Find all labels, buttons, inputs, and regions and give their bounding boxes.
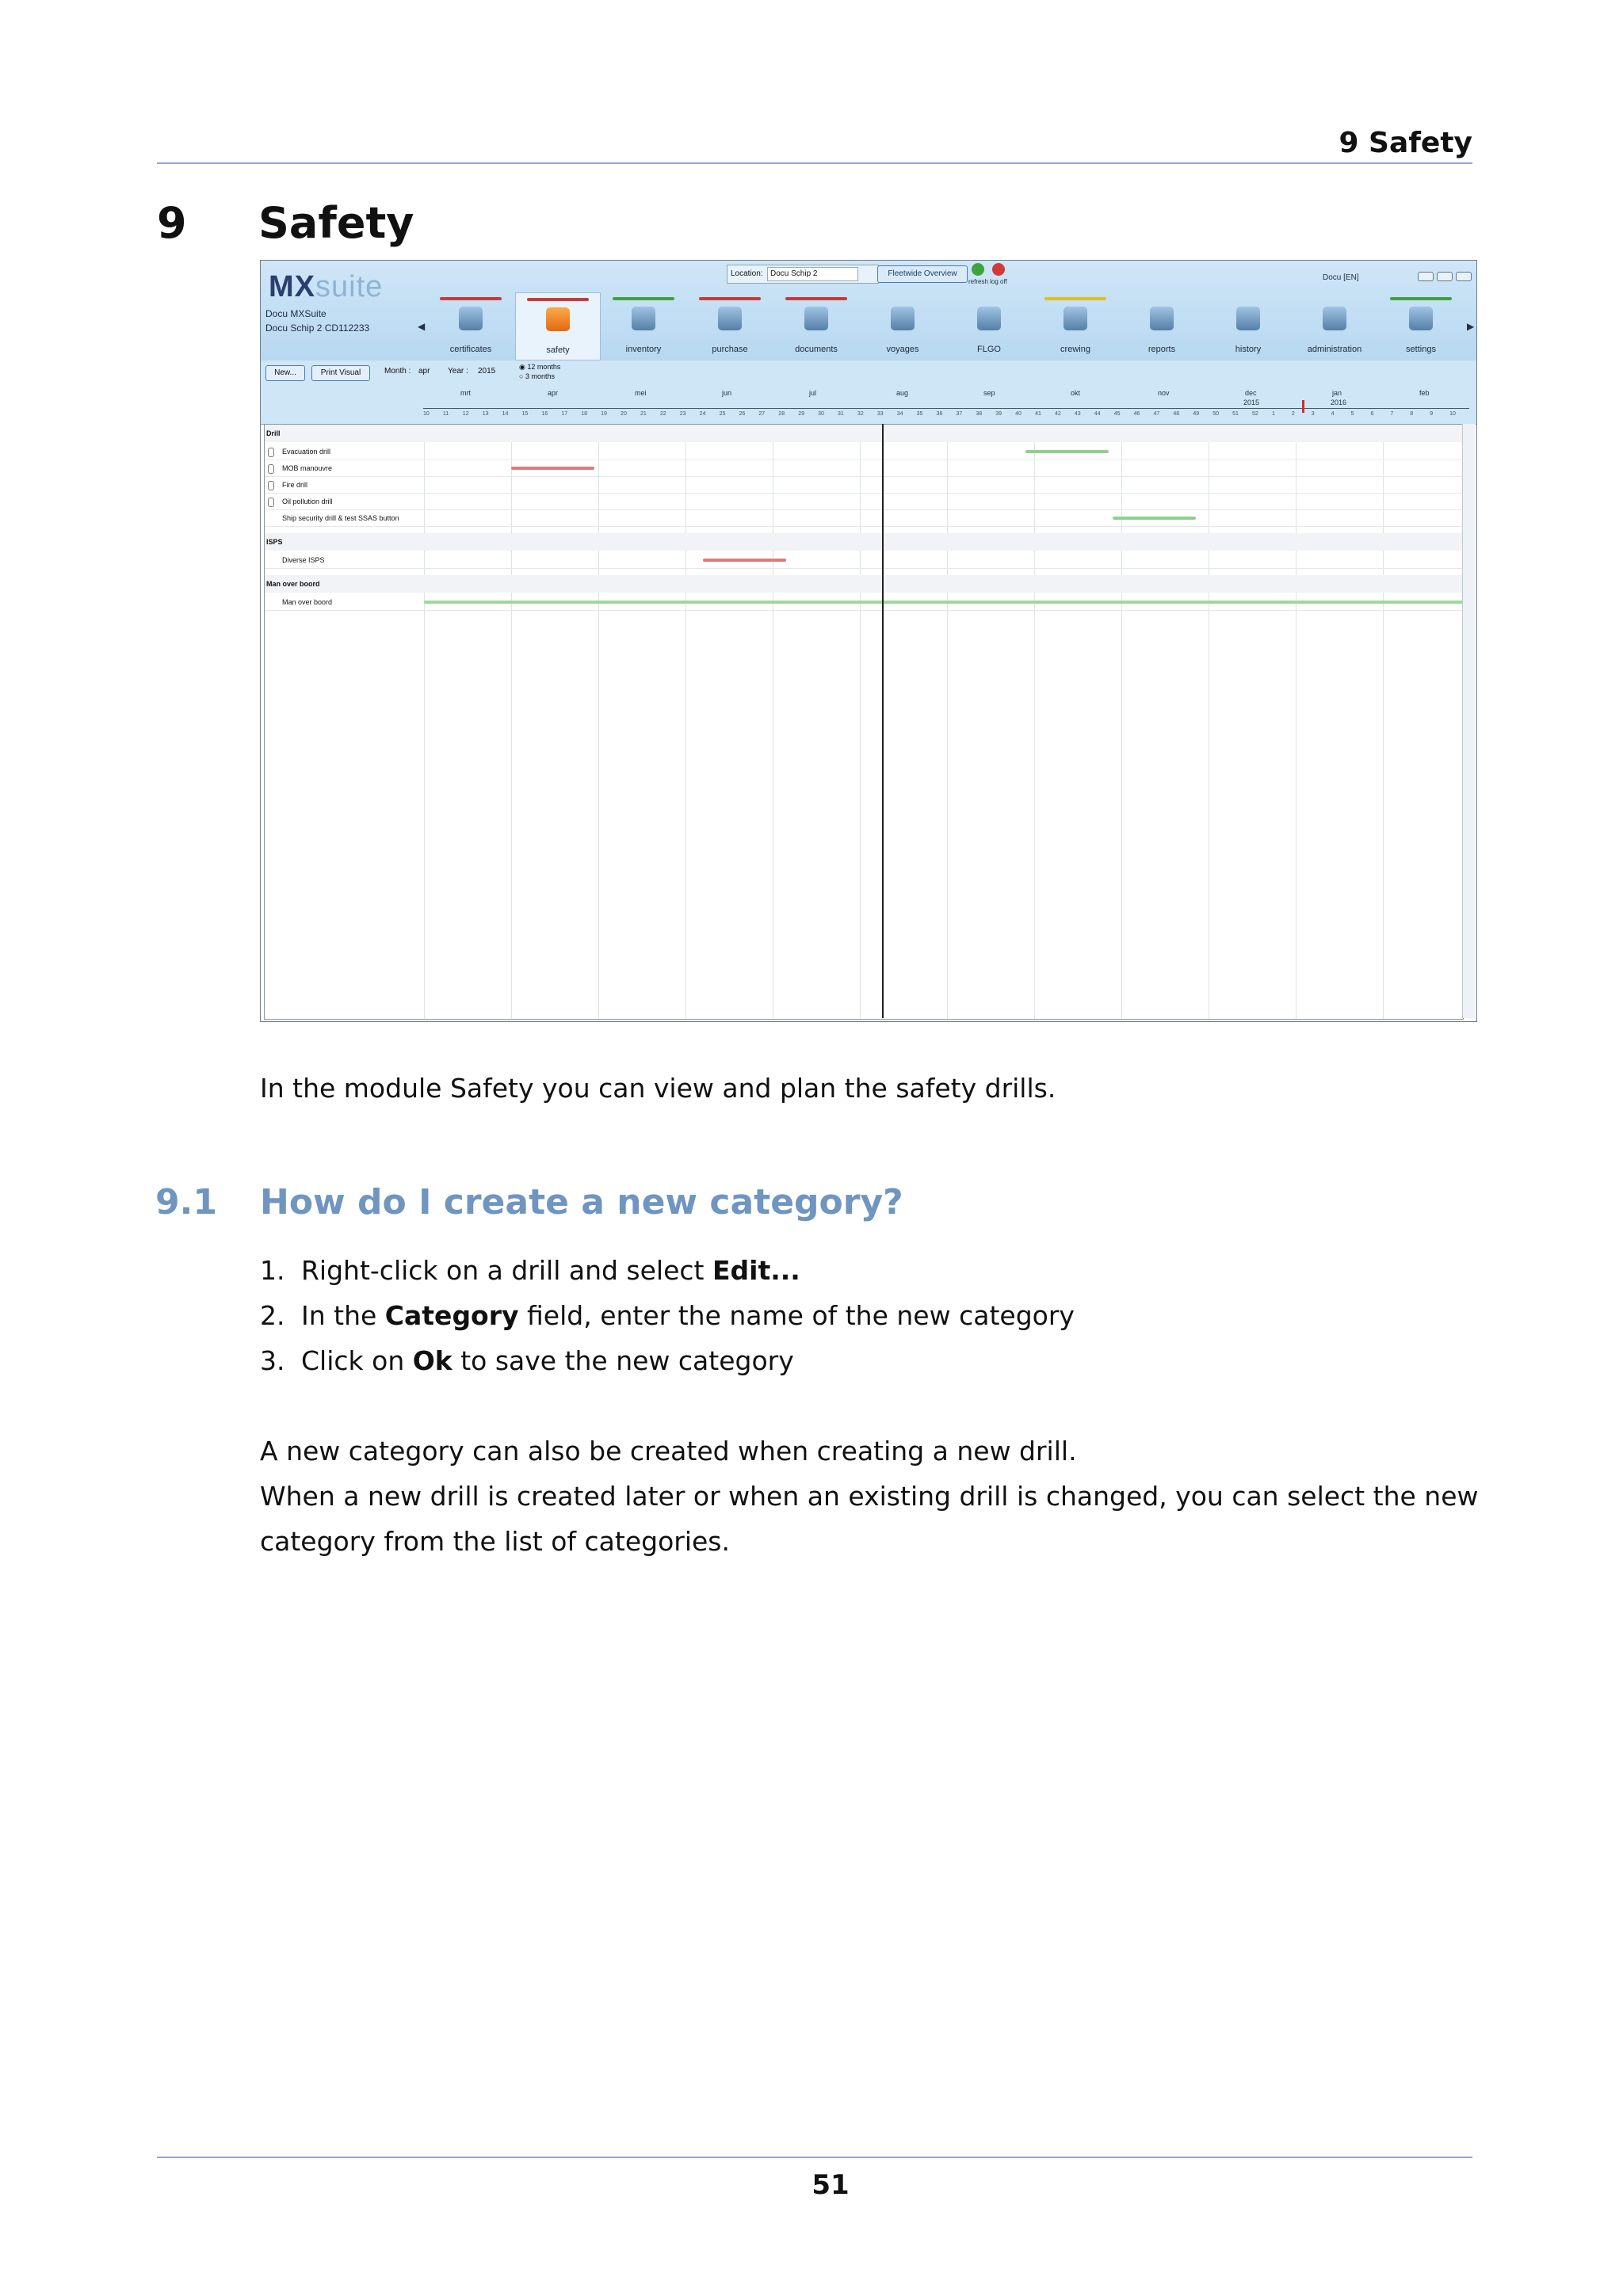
week-number: 40 [1015, 411, 1022, 417]
week-number: 47 [1153, 411, 1160, 417]
week-number: 45 [1113, 411, 1121, 417]
attachment-icon [268, 464, 274, 474]
week-number: 9 [1430, 411, 1434, 417]
year-label: 2015 [1243, 399, 1260, 406]
safety-toolbar [261, 360, 1476, 388]
week-number: 7 [1390, 411, 1394, 417]
module-label: documents [795, 345, 838, 354]
week-number: 15 [521, 411, 529, 417]
module-tab-documents[interactable] [774, 292, 858, 359]
drill-planning-grid [264, 424, 1464, 1020]
module-status-bar [440, 297, 502, 300]
week-number: 25 [719, 411, 726, 417]
week-number: 11 [442, 411, 449, 417]
module-label: purchase [712, 345, 748, 354]
step-item: 3. Click on Ok to save the new category [260, 1345, 794, 1376]
week-number: 36 [936, 411, 943, 417]
week-number: 4 [1331, 411, 1335, 417]
attachment-icon [268, 448, 274, 457]
log-off-icon[interactable] [992, 263, 1005, 276]
week-number: 34 [896, 411, 903, 417]
minimize-button[interactable] [1418, 272, 1434, 281]
settings-icon [1409, 307, 1433, 330]
drill-row[interactable] [265, 510, 1463, 527]
inventory-icon [632, 307, 655, 330]
week-number: 35 [916, 411, 923, 417]
month-label: jul [809, 389, 817, 397]
schedule-bar[interactable] [1113, 517, 1196, 520]
certificates-icon [459, 307, 483, 330]
week-number: 27 [758, 411, 766, 417]
module-label: certificates [449, 345, 492, 354]
module-label: FLGO [977, 345, 1001, 354]
purchase-icon [718, 307, 742, 330]
mxsuite-logo: MXsuite [269, 270, 384, 303]
drill-name: MOB manouvre [282, 464, 333, 472]
month-label: nov [1158, 389, 1170, 397]
week-number: 18 [581, 411, 588, 417]
week-number: 29 [798, 411, 804, 417]
module-tab-certificates[interactable] [429, 292, 513, 359]
week-number: 22 [659, 411, 666, 417]
refresh-icon[interactable] [972, 263, 984, 276]
week-number: 26 [739, 411, 746, 417]
step-item: 2. In the Category field, enter the name of the new category [260, 1300, 1075, 1331]
week-number: 39 [995, 411, 1002, 417]
chapter-number: 9 [157, 198, 187, 248]
drill-row[interactable] [265, 552, 1463, 569]
module-status-bar [527, 298, 589, 301]
week-number: 5 [1350, 411, 1354, 417]
module-tab-flgo[interactable] [947, 292, 1031, 359]
drill-name: Oil pollution drill [282, 498, 333, 505]
week-number: 49 [1193, 411, 1200, 417]
location-label: Location: [731, 269, 763, 278]
module-status-bar [613, 297, 674, 300]
month-label: sep [983, 389, 995, 397]
week-number: 16 [541, 411, 548, 417]
month-label: Month : [384, 367, 411, 376]
schedule-bar[interactable] [424, 601, 1466, 604]
module-tab-purchase[interactable] [688, 292, 772, 359]
drill-row[interactable] [265, 494, 1463, 510]
category-row: Drill [265, 425, 1463, 442]
documents-icon [804, 307, 828, 330]
year-label: Year : [448, 367, 468, 376]
week-number: 31 [838, 411, 844, 417]
drill-row[interactable] [265, 477, 1463, 494]
week-number: 28 [778, 411, 785, 417]
week-number: 44 [1094, 411, 1101, 417]
week-number: 19 [601, 411, 607, 417]
week-number: 20 [621, 411, 627, 417]
user-language-label: Docu [EN] [1323, 273, 1359, 282]
step-item: 1. Right-click on a drill and select Edit... [260, 1255, 800, 1286]
week-number: 46 [1133, 411, 1140, 417]
week-number: 24 [699, 411, 706, 417]
note-paragraph [260, 1428, 1480, 1564]
module-status-bar [1390, 297, 1452, 300]
module-label: settings [1406, 345, 1436, 354]
week-number: 51 [1232, 411, 1239, 417]
year-select[interactable]: 2015 [478, 367, 496, 376]
drill-name: Man over boord [282, 598, 333, 606]
module-label: administration [1307, 345, 1362, 354]
month-label: dec [1245, 389, 1257, 397]
drill-name: Evacuation drill [282, 448, 331, 456]
week-number: 48 [1173, 411, 1180, 417]
month-label: feb [1419, 389, 1430, 397]
category-row: ISPS [265, 533, 1463, 551]
module-tab-settings[interactable] [1379, 292, 1463, 359]
crewing-icon [1064, 307, 1087, 330]
week-number: 12 [462, 411, 469, 417]
week-number: 30 [818, 411, 824, 417]
vessel-name: Docu MXSuite [265, 308, 327, 319]
module-tab-safety[interactable] [515, 292, 601, 360]
flgo-icon [977, 307, 1001, 330]
modules-scroll-right-icon[interactable]: ▶ [1467, 321, 1475, 332]
close-button[interactable] [1456, 272, 1472, 281]
week-number: 3 [1311, 411, 1315, 417]
module-status-bar [1044, 297, 1106, 300]
month-label: jan [1332, 389, 1342, 397]
month-label: aug [896, 389, 909, 397]
drill-name: Fire drill [282, 481, 308, 489]
intro-paragraph: In the module Safety you can view and plan the safety drills. [260, 1073, 1056, 1104]
week-number: 17 [561, 411, 568, 417]
maximize-button[interactable] [1437, 272, 1453, 281]
module-label: inventory [625, 345, 662, 354]
app-top-bar [261, 261, 1476, 360]
week-number: 23 [679, 411, 686, 417]
today-marker [1302, 400, 1304, 413]
week-number: 6 [1370, 411, 1374, 417]
vertical-scrollbar[interactable] [1462, 424, 1476, 1018]
section-number: 9.1 [155, 1182, 217, 1222]
grid-divider [882, 424, 884, 1018]
header-rule [157, 162, 1472, 164]
week-number: 2 [1291, 411, 1295, 417]
drill-row[interactable] [265, 444, 1463, 460]
refresh-logoff-labels: refresh log off [968, 278, 1007, 285]
module-label: reports [1148, 345, 1176, 354]
module-tab-history[interactable] [1206, 292, 1290, 359]
module-tab-voyages[interactable] [861, 292, 945, 359]
week-number: 50 [1212, 411, 1220, 417]
module-status-bar [699, 297, 761, 300]
week-number: 13 [482, 411, 489, 417]
attachment-icon [268, 498, 274, 507]
steps-list [260, 1248, 1075, 1383]
week-number: 10 [423, 411, 430, 417]
location-selector [727, 265, 879, 284]
section-title: How do I create a new category? [260, 1182, 903, 1222]
print-visual-button[interactable]: Print Visual [311, 365, 370, 381]
running-head: 9 Safety [1338, 127, 1472, 159]
history-icon [1236, 307, 1260, 330]
week-number: 52 [1252, 411, 1258, 417]
modules-scroll-left-icon[interactable]: ◀ [418, 321, 426, 332]
week-number: 33 [876, 411, 884, 417]
year-label: 2016 [1331, 399, 1347, 406]
safety-icon [546, 307, 570, 331]
module-tab-administration[interactable] [1293, 292, 1377, 359]
administration-icon [1323, 307, 1346, 330]
module-tab-crewing[interactable] [1033, 292, 1117, 359]
range-options [519, 362, 560, 381]
drill-name: Ship security drill & test SSAS button [282, 514, 399, 522]
month-label: jun [722, 389, 732, 397]
week-number: 42 [1054, 411, 1061, 417]
month-label: mei [635, 389, 647, 397]
reports-icon [1150, 307, 1174, 330]
note-line: When a new drill is created later or when an existing drill is changed, you can select the new category from the list of categories. [260, 1481, 1479, 1557]
module-tab-inventory[interactable] [601, 292, 685, 359]
range-3-months-radio[interactable]: ○ 3 months [519, 372, 555, 380]
month-label: okt [1071, 389, 1081, 397]
timeline-header [261, 387, 1476, 425]
week-number: 8 [1410, 411, 1414, 417]
week-number: 41 [1035, 411, 1041, 417]
schedule-bar[interactable] [703, 559, 786, 562]
schedule-bar[interactable] [1025, 450, 1109, 453]
safety-module-screenshot [260, 260, 1477, 1022]
module-label: crewing [1060, 345, 1090, 354]
new-drill-button[interactable]: New... [265, 365, 305, 381]
page-number: 51 [812, 2169, 850, 2201]
voyages-icon [891, 307, 915, 330]
module-label: voyages [886, 345, 919, 354]
fleetwide-overview-button[interactable]: Fleetwide Overview [877, 265, 968, 283]
module-status-bar [785, 297, 847, 300]
week-number: 38 [976, 411, 983, 417]
note-line: A new category can also be created when creating a new drill. [260, 1436, 1077, 1466]
footer-rule [157, 2157, 1472, 2158]
month-label: apr [548, 389, 559, 397]
category-row: Man over boord [265, 575, 1463, 593]
attachment-icon [268, 481, 274, 490]
vessel-code: Docu Schip 2 CD112233 [265, 322, 370, 334]
schedule-bar[interactable] [511, 467, 594, 470]
module-label: safety [546, 345, 570, 355]
chapter-title: Safety [258, 198, 414, 248]
week-number: 43 [1074, 411, 1081, 417]
week-number: 1 [1271, 411, 1275, 417]
week-number: 10 [1449, 411, 1456, 417]
week-number: 21 [640, 411, 647, 417]
timeline-axis [423, 408, 1469, 409]
location-input[interactable]: Docu Schip 2 [767, 267, 858, 281]
module-label: history [1235, 345, 1262, 354]
week-number: 32 [857, 411, 864, 417]
module-tab-reports[interactable] [1120, 292, 1204, 359]
week-number: 37 [956, 411, 963, 417]
drill-name: Diverse ISPS [282, 556, 325, 564]
range-12-months-radio[interactable]: ◉ 12 months [519, 363, 561, 371]
drill-row[interactable] [265, 460, 1463, 477]
week-number: 14 [502, 411, 509, 417]
month-select[interactable]: apr [418, 367, 430, 376]
month-label: mrt [460, 389, 471, 397]
